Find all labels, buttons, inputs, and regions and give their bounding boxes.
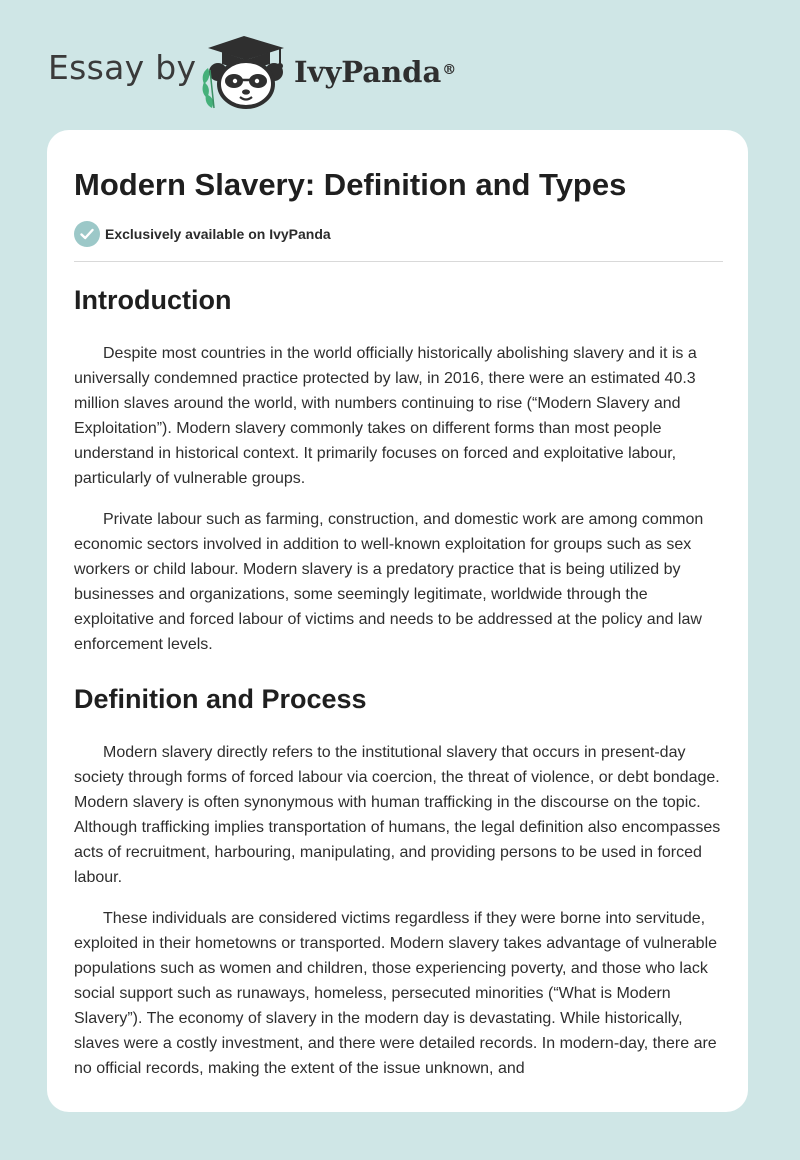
site-header — [0, 0, 800, 120]
page-title: Modern Slavery: Definition and Types — [74, 167, 627, 202]
panda-graduate-icon[interactable] — [198, 34, 296, 110]
section-heading-definition-and-process: Definition and Process — [74, 684, 367, 714]
exclusive-badge-label: Exclusively available on IvyPanda — [105, 226, 331, 242]
paragraph: Despite most countries in the world officially historically abolishing slavery and it is a universally condemned practice protected by law, in 2016, there were an estimated 40.3 million slaves around the world, with numbers continuing to rise (“Modern Slavery and Exploitation”). Modern slavery commonly takes on different forms than most people understand in historical context. It primarily focuses on forced and exploitative labour, particularly of vulnerable groups. — [74, 345, 697, 487]
paragraph: Modern slavery directly refers to the institutional slavery that occurs in present-day society through forms of forced labour via coercion, the threat of violence, or debt bondage. Modern slavery is often synonymous with human trafficking in the discourse on the topic. Although trafficking implies transportation of humans, the legal definition also encompasses acts of recruitment, harbouring, manipulating, and providing persons to be used in forced labour. — [74, 744, 721, 886]
document-card — [47, 130, 748, 1112]
section-heading-introduction: Introduction — [74, 285, 232, 315]
paragraph: Private labour such as farming, construction, and domestic work are among common economic sectors involved in addition to well-known exploitation for groups such as sex workers or child labour. Modern slavery is a predatory practice that is being utilized by businesses and organizations, some seemingly legitimate, worldwide through the exploitative and forced labour of victims and needs to be addressed at the policy and law enforcement levels. — [74, 511, 704, 653]
check-circle-icon — [74, 221, 100, 247]
paragraph: These individuals are considered victims regardless if they were borne into servitude, exploited in their hometowns or transported. Modern slavery takes advantage of vulnerable populations such as women and children, those experiencing poverty, and those who lack social support such as runaways, homeless, persecuted minorities (“What is Modern Slavery”). The economy of slavery in the modern day is devastating. While historically, slaves were a costly investment, and there were detailed records. In modern-day, there are no official records, making the extent of the issue unknown, and — [74, 910, 718, 1077]
brand-name-text: IvyPanda — [294, 55, 442, 89]
title-divider — [74, 261, 723, 262]
registered-mark: ® — [442, 62, 457, 78]
document-body — [74, 282, 724, 1081]
brand-name[interactable] — [294, 54, 456, 90]
exclusive-badge — [74, 221, 331, 247]
brand-prefix: Essay by — [48, 48, 197, 87]
